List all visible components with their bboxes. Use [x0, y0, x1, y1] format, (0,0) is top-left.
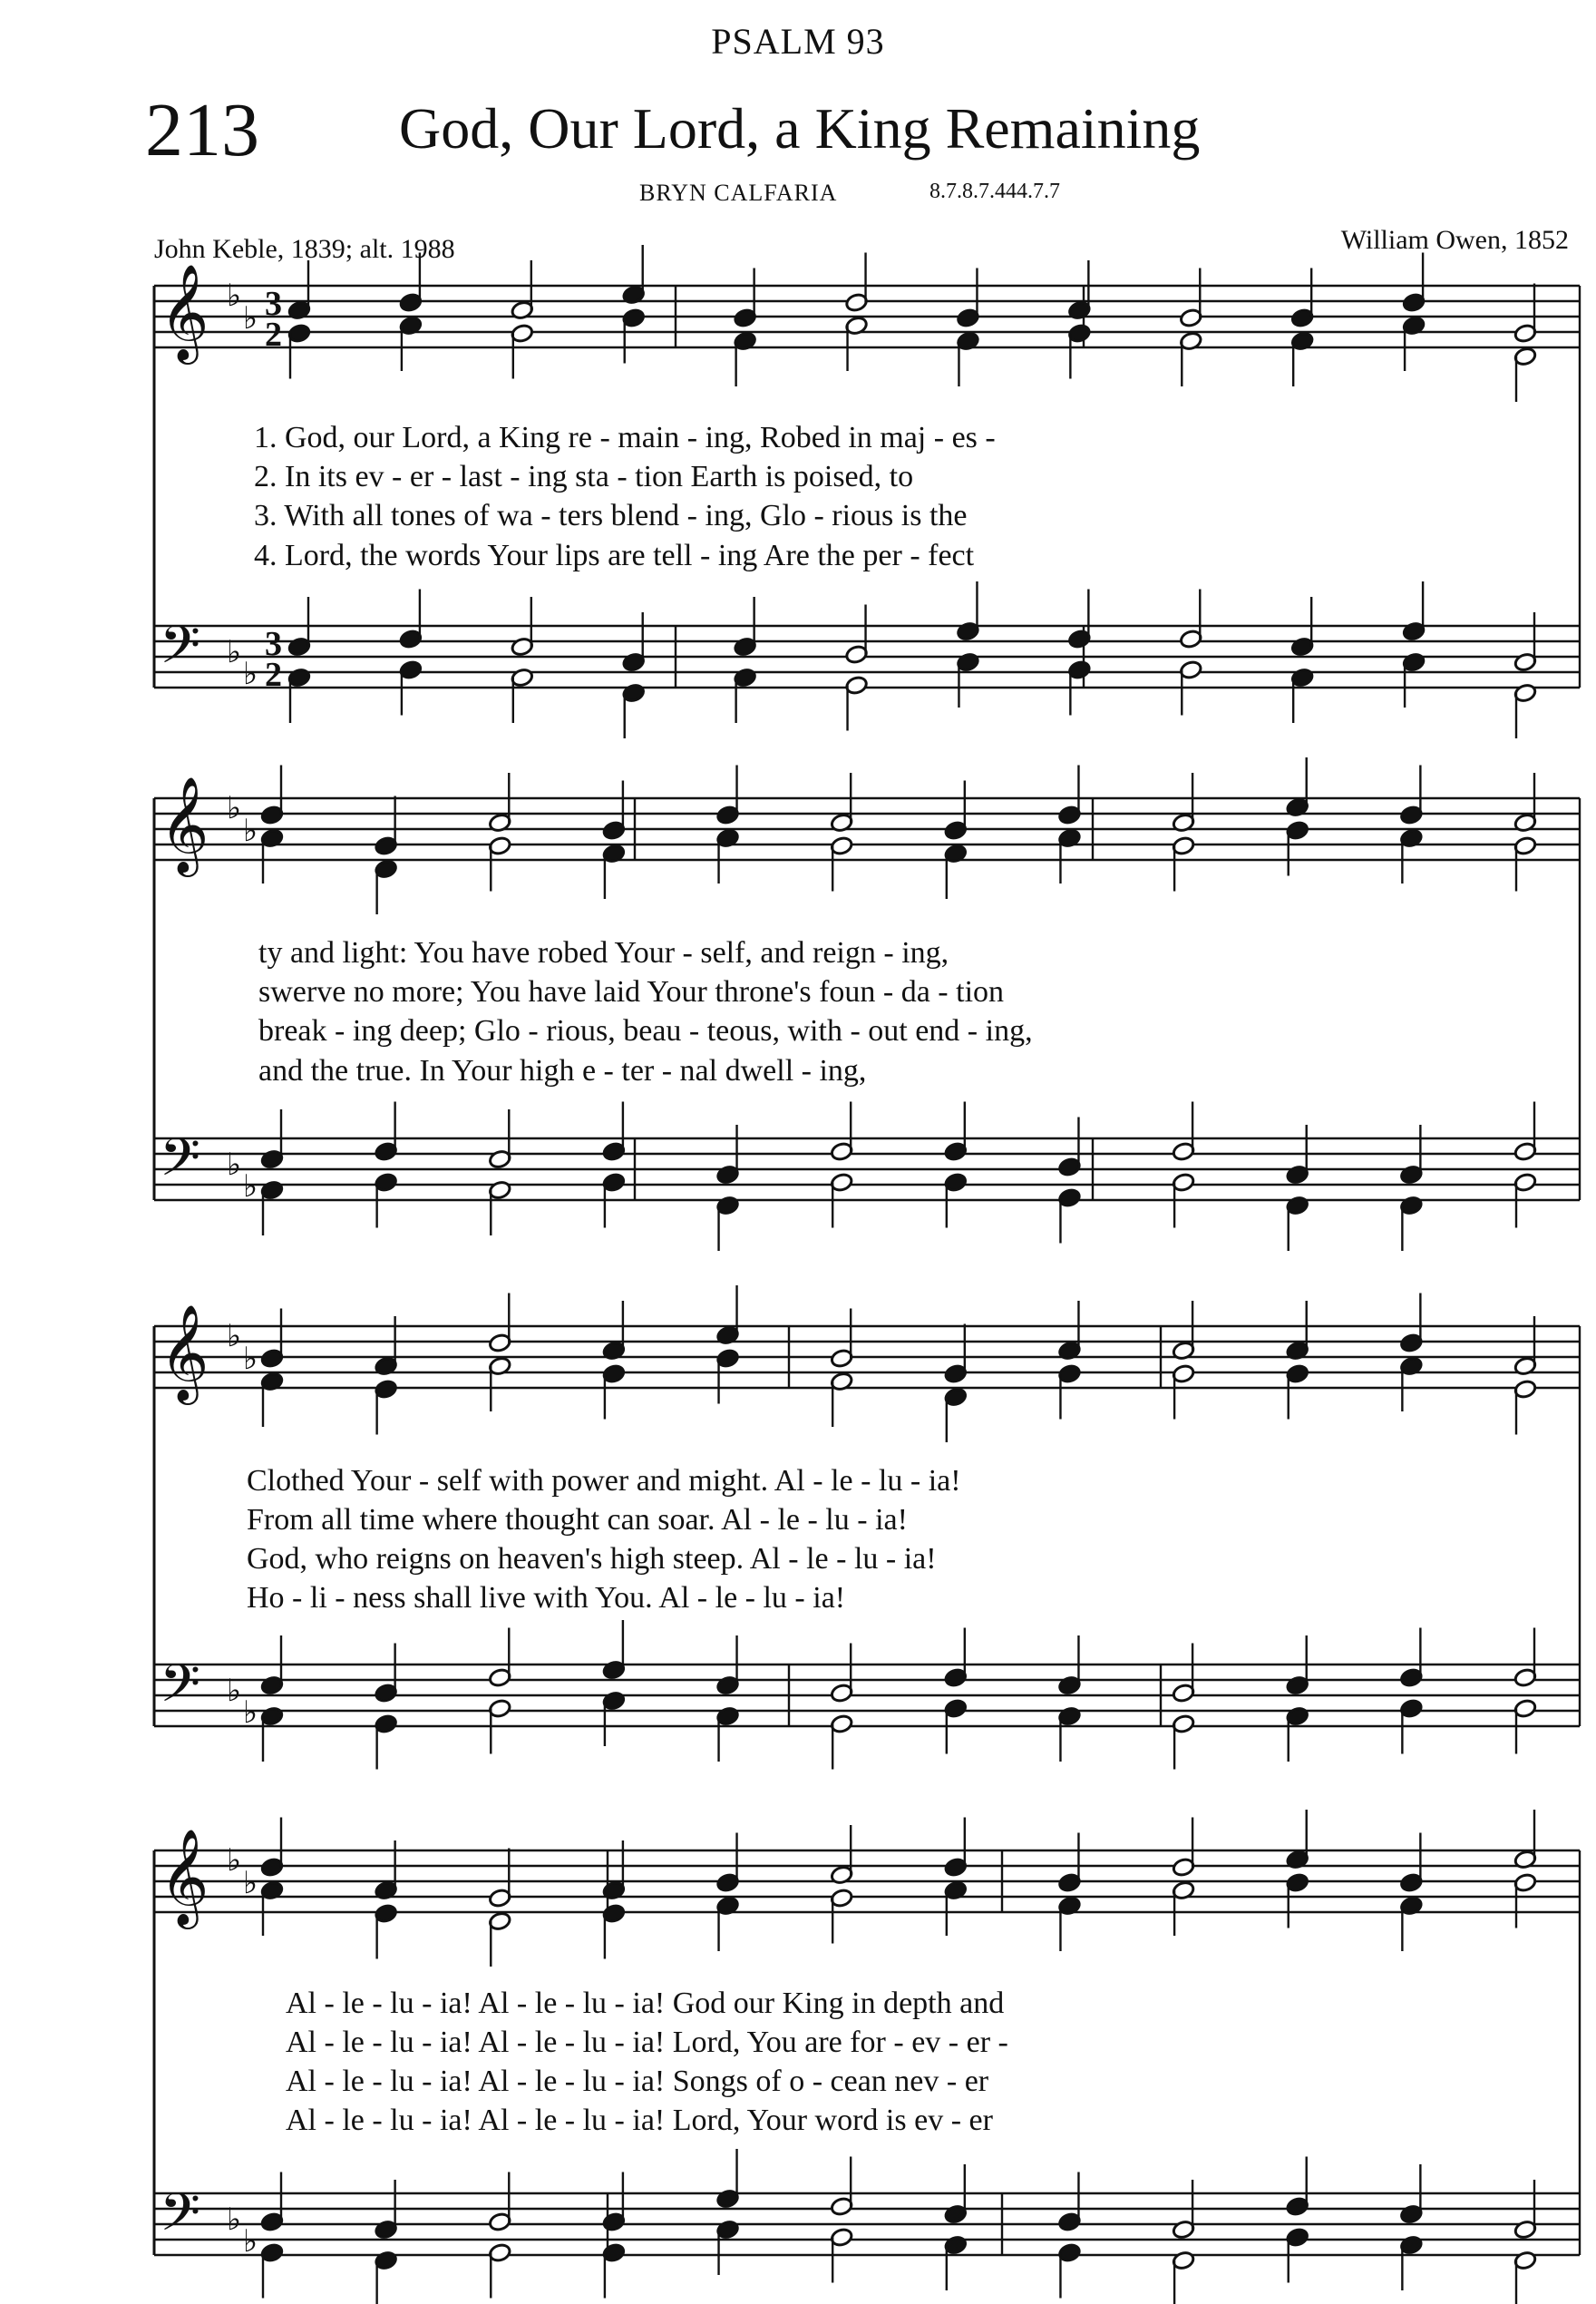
lyric-line: break - ing deep; Glo - rious, beau - teous, with - out end - ing, — [258, 1014, 1033, 1048]
flat-icon: ♭ — [243, 656, 258, 692]
tune-name: BRYN CALFARIA — [639, 180, 838, 206]
meter: 8.7.8.7.444.7.7 — [929, 180, 1060, 203]
time-signature: 2 — [265, 656, 282, 694]
flat-icon: ♭ — [243, 1341, 258, 1377]
lyric-line: 4. Lord, the words Your lips are tell - ing Are the per - fect — [254, 539, 975, 572]
lyric-line: swerve no more; You have laid Your throne's foun - da - tion — [258, 975, 1005, 1009]
hymn-title: God, Our Lord, a King Remaining — [399, 96, 1201, 161]
flat-icon: ♭ — [227, 278, 242, 314]
lyric-line: ty and light: You have robed Your - self, and reign - ing, — [258, 936, 949, 970]
lyric-line: 2. In its ev - er - last - ing sta - tion Earth is poised, to — [254, 460, 914, 493]
flat-icon: ♭ — [227, 2201, 242, 2238]
time-signature: 3 — [265, 625, 282, 663]
flat-icon: ♭ — [227, 790, 242, 826]
treble-clef-icon: 𝄞 — [160, 776, 209, 873]
bass-clef-icon: 𝄢 — [160, 614, 201, 688]
psalm-reference: PSALM 93 — [711, 21, 885, 62]
flat-icon: ♭ — [227, 634, 242, 670]
lyric-line: 3. With all tones of wa - ters blend - ing, Glo - rious is the — [254, 499, 968, 532]
lyric-line: 1. God, our Lord, a King re - main - ing, Robed in maj - es - — [254, 421, 996, 454]
lyric-line: From all time where thought can soar. Al - le - lu - ia! — [247, 1503, 908, 1537]
flat-icon: ♭ — [227, 1147, 242, 1183]
flat-icon: ♭ — [243, 2223, 258, 2260]
bass-clef-icon: 𝄢 — [160, 2182, 201, 2256]
hymn-number: 213 — [145, 88, 259, 172]
flat-icon: ♭ — [227, 1673, 242, 1709]
treble-clef-icon: 𝄞 — [160, 263, 209, 360]
lyric-line: Al - le - lu - ia! Al - le - lu - ia! Lord, You are for - ev - er - — [286, 2026, 1008, 2059]
flat-icon: ♭ — [243, 1865, 258, 1901]
time-signature: 2 — [265, 316, 282, 354]
lyric-line: God, who reigns on heaven's high steep. Al - le - lu - ia! — [247, 1542, 937, 1576]
text-author: John Keble, 1839; alt. 1988 — [154, 234, 455, 264]
lyric-line: Clothed Your - self with power and might. Al - le - lu - ia! — [247, 1464, 961, 1498]
flat-icon: ♭ — [243, 300, 258, 337]
lyric-line: Al - le - lu - ia! Al - le - lu - ia! God our King in depth and — [286, 1987, 1005, 2020]
lyric-line: Al - le - lu - ia! Al - le - lu - ia! Songs of o - cean nev - er — [286, 2065, 989, 2098]
tune-composer: William Owen, 1852 — [1340, 225, 1569, 255]
treble-clef-icon: 𝄞 — [160, 1303, 209, 1401]
lyric-line: and the true. In Your high e - ter - nal dwell - ing, — [258, 1054, 867, 1088]
bass-clef-icon: 𝄢 — [160, 1127, 201, 1201]
lyric-line: Al - le - lu - ia! Al - le - lu - ia! Lord, Your word is ev - er — [286, 2104, 993, 2137]
treble-clef-icon: 𝄞 — [160, 1828, 209, 1925]
lyric-line: Ho - li - ness shall live with You. Al - le - lu - ia! — [247, 1581, 846, 1615]
flat-icon: ♭ — [243, 1168, 258, 1205]
flat-icon: ♭ — [243, 1694, 258, 1731]
flat-icon: ♭ — [227, 1318, 242, 1354]
flat-icon: ♭ — [243, 813, 258, 849]
flat-icon: ♭ — [227, 1842, 242, 1879]
bass-clef-icon: 𝄢 — [160, 1653, 201, 1727]
time-signature: 3 — [265, 285, 282, 323]
